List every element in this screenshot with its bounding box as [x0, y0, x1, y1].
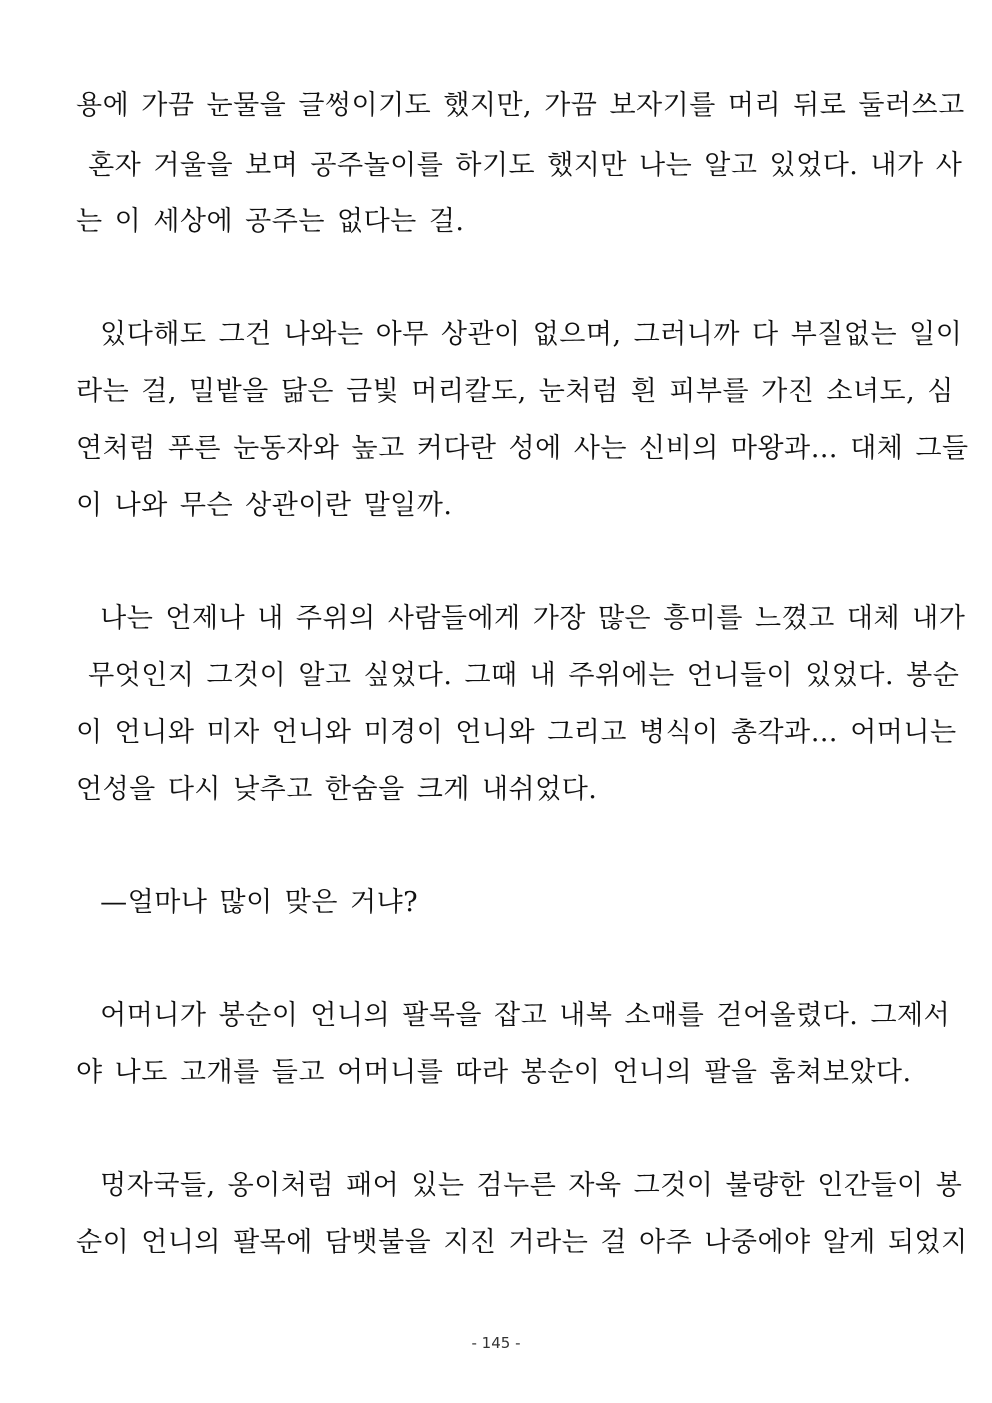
text-line: 순이 언니의 팔목에 담뱃불을 지진 거라는 걸 아주 나중에야 알게 되었지 — [76, 1227, 968, 1258]
text-line: 어머니가 봉순이 언니의 팔목을 잡고 내복 소매를 걷어올렸다. 그제서 — [76, 1000, 951, 1031]
text-line: 는 이 세상에 공주는 없다는 걸. — [76, 206, 465, 237]
text-line: 용에 가끔 눈물을 글썽이기도 했지만, 가끔 보자기를 머리 뒤로 둘러쓰고 — [76, 90, 965, 121]
text-line: 이 언니와 미자 언니와 미경이 언니와 그리고 병식이 총각과… 어머니는 — [76, 717, 957, 748]
text-line: —얼마나 많이 맞은 거냐? — [76, 887, 419, 918]
text-line: 야 나도 고개를 들고 어머니를 따라 봉순이 언니의 팔을 훔쳐보았다. — [76, 1057, 912, 1088]
text-line: 혼자 거울을 보며 공주놀이를 하기도 했지만 나는 알고 있었다. 내가 사 — [76, 150, 963, 181]
text-line: 연처럼 푸른 눈동자와 높고 커다란 성에 사는 신비의 마왕과… 대체 그들 — [76, 433, 969, 464]
text-line: 멍자국들, 옹이처럼 패어 있는 검누른 자욱 그것이 불량한 인간들이 봉 — [76, 1170, 963, 1201]
text-line: 라는 걸, 밀밭을 닮은 금빛 머리칼도, 눈처럼 흰 피부를 가진 소녀도, 심 — [76, 376, 954, 407]
text-line: 무엇인지 그것이 알고 싶었다. 그때 내 주위에는 언니들이 있었다. 봉순 — [76, 660, 960, 691]
text-line: 나는 언제나 내 주위의 사람들에게 가장 많은 흥미를 느꼈고 대체 내가 — [76, 603, 966, 634]
text-line: 있다해도 그건 나와는 아무 상관이 없으며, 그러니까 다 부질없는 일이 — [76, 319, 963, 350]
text-line: 언성을 다시 낮추고 한숨을 크게 내쉬었다. — [76, 774, 598, 805]
text-line: 이 나와 무슨 상관이란 말일까. — [76, 490, 453, 521]
page-number: - 145 - — [471, 1334, 521, 1352]
